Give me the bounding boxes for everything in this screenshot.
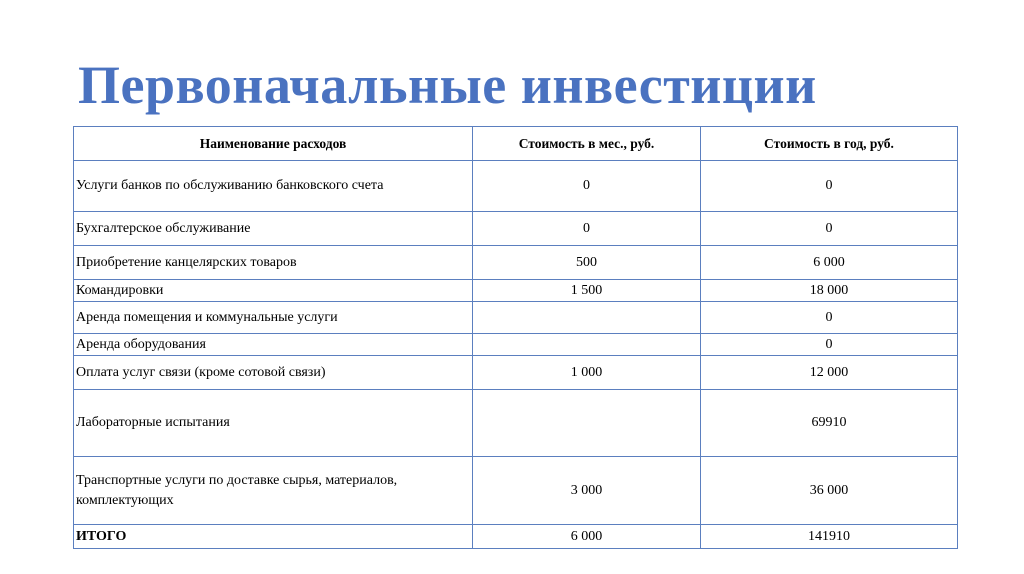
expense-name: Услуги банков по обслуживанию банковского счета	[74, 161, 473, 212]
table-row	[74, 457, 958, 525]
cost-month	[473, 334, 701, 356]
cost-month: 0	[473, 212, 701, 246]
table-row	[74, 280, 958, 302]
header-cost-month: Стоимость в мес., руб.	[473, 127, 701, 161]
cost-month	[473, 390, 701, 457]
cost-year: 6 000	[701, 246, 958, 280]
table-row	[74, 212, 958, 246]
header-expense-name: Наименование расходов	[74, 127, 473, 161]
table-row	[74, 356, 958, 390]
page-title: Первоначальные инвестиции	[78, 55, 817, 115]
total-month: 6 000	[473, 525, 701, 549]
total-row	[74, 525, 958, 549]
expense-name: Бухгалтерское обслуживание	[74, 212, 473, 246]
expense-name: Транспортные услуги по доставке сырья, материалов, комплектующих	[74, 457, 473, 525]
table-row	[74, 246, 958, 280]
cost-year: 12 000	[701, 356, 958, 390]
cost-year: 0	[701, 212, 958, 246]
expense-name: Лабораторные испытания	[74, 390, 473, 457]
costs-table	[73, 126, 958, 549]
expense-name: Аренда помещения и коммунальные услуги	[74, 302, 473, 334]
cost-year: 0	[701, 161, 958, 212]
table-row	[74, 302, 958, 334]
total-label: ИТОГО	[74, 525, 473, 549]
cost-month: 1 000	[473, 356, 701, 390]
table-header-row	[74, 127, 958, 161]
cost-year: 69910	[701, 390, 958, 457]
cost-year: 36 000	[701, 457, 958, 525]
table-row	[74, 161, 958, 212]
total-year: 141910	[701, 525, 958, 549]
expense-name: Командировки	[74, 280, 473, 302]
expense-name: Аренда оборудования	[74, 334, 473, 356]
expense-name: Оплата услуг связи (кроме сотовой связи)	[74, 356, 473, 390]
cost-month: 500	[473, 246, 701, 280]
cost-year: 18 000	[701, 280, 958, 302]
expense-name: Приобретение канцелярских товаров	[74, 246, 473, 280]
cost-month: 1 500	[473, 280, 701, 302]
cost-year: 0	[701, 302, 958, 334]
cost-year: 0	[701, 334, 958, 356]
table-row	[74, 390, 958, 457]
cost-month	[473, 302, 701, 334]
cost-month: 0	[473, 161, 701, 212]
header-cost-year: Стоимость в год, руб.	[701, 127, 958, 161]
cost-month: 3 000	[473, 457, 701, 525]
table-row	[74, 334, 958, 356]
